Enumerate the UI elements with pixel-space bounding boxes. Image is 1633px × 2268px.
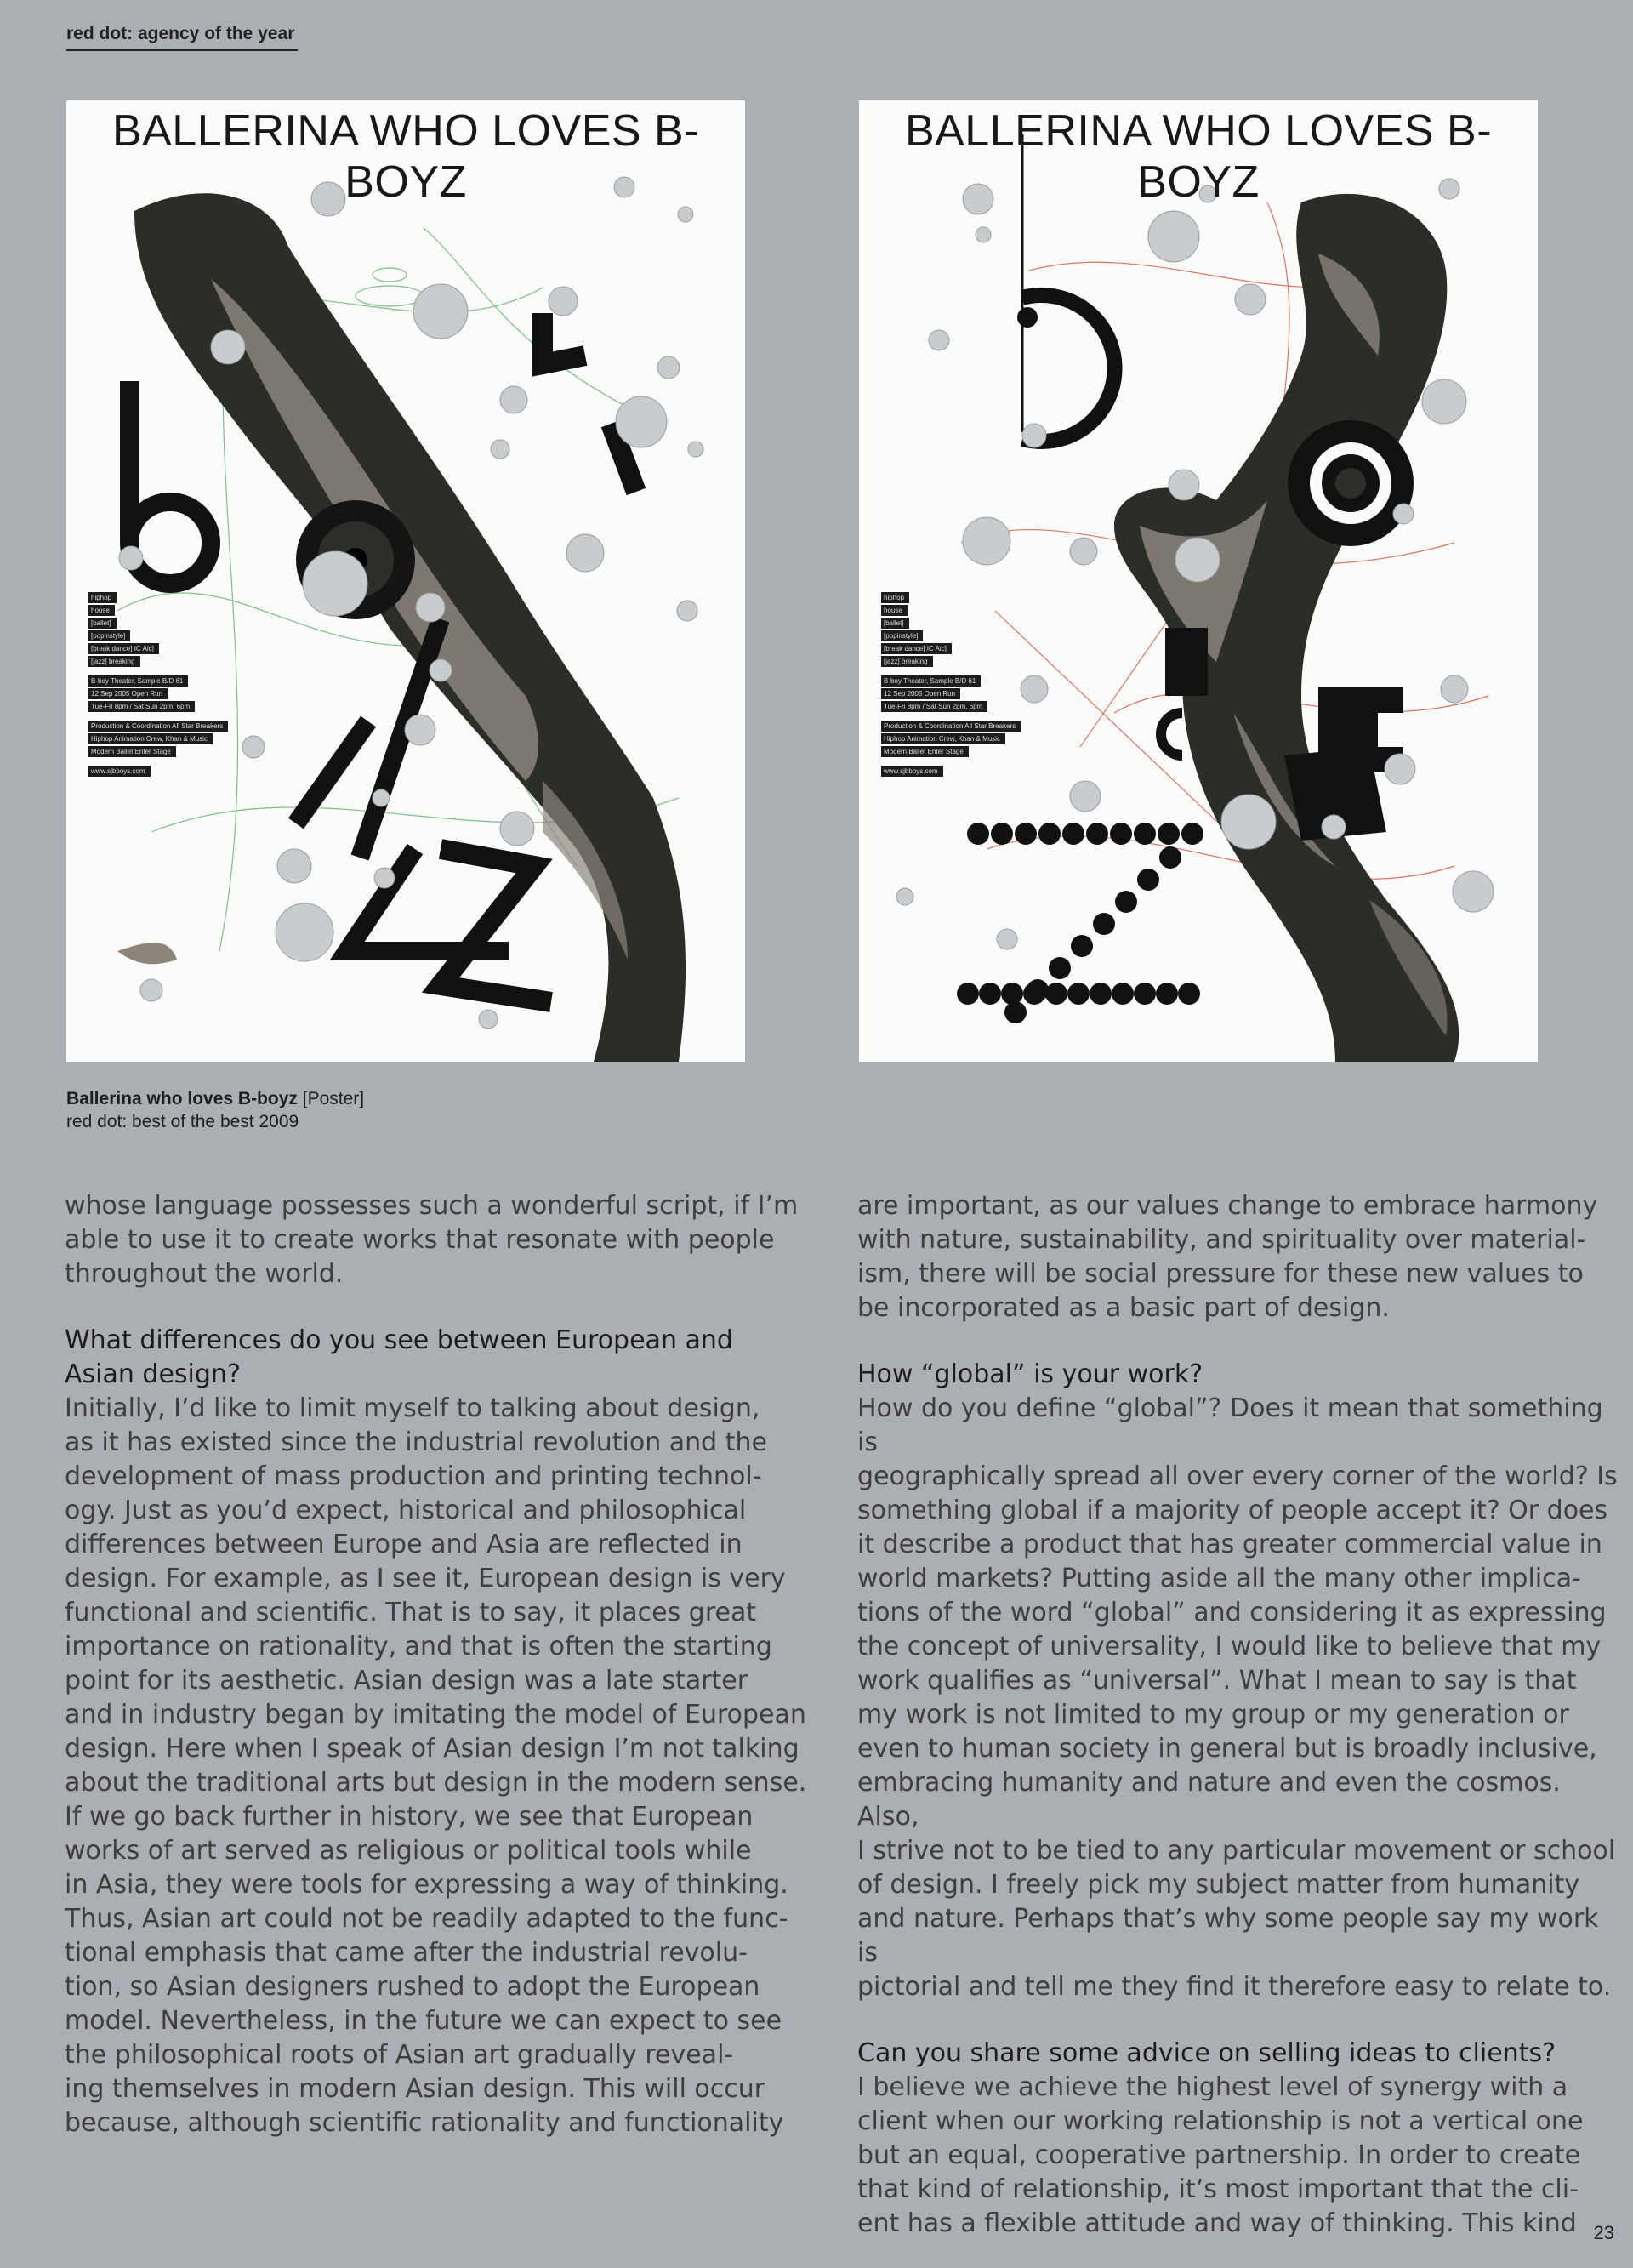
info-line: Hiphop Animation Crew, Khan & Music <box>88 733 213 744</box>
poster-title: BALLERINA WHO LOVES B-BOYZ <box>111 106 700 207</box>
text-line: development of mass production and printing technol- <box>65 1462 762 1491</box>
info-line: [jazz] breaking <box>881 656 933 667</box>
text-line: world markets? Putting aside all the many other implica- <box>857 1564 1581 1593</box>
text-line: my work is not limited to my group or my generation or <box>857 1700 1569 1729</box>
page-number: 23 <box>1593 2222 1614 2243</box>
text-line: importance on rationality, and that is often the starting <box>65 1632 772 1661</box>
text-line: tions of the word “global” and considering it as expressing <box>857 1598 1607 1627</box>
paragraph-gap <box>857 1325 1623 1358</box>
text-line: I believe we achieve the highest level of synergy with a <box>857 2072 1568 2102</box>
paragraph-gap <box>65 1291 830 1324</box>
body-paragraph <box>65 1392 830 2140</box>
info-line: [popinstyle] <box>88 630 130 641</box>
info-line: B-boy Theater, Sample B/D 61 <box>88 675 188 687</box>
text-line: works of art served as religious or political tools while <box>65 1836 752 1866</box>
text-line: of design. I freely pick my subject matter from humanity <box>857 1870 1580 1900</box>
text-line: Thus, Asian art could not be readily adapted to the func- <box>65 1904 788 1934</box>
text-line: with nature, sustainability, and spirituality over material- <box>857 1225 1586 1255</box>
info-line: [break dance] IC Aic] <box>881 643 952 654</box>
info-line: Tue-Fri 8pm / Sat Sun 2pm, 6pm <box>881 701 987 712</box>
text-line: even to human society in general but is broadly inclusive, <box>857 1734 1597 1764</box>
paragraph-gap <box>857 2004 1623 2037</box>
text-line: as it has existed since the industrial revolution and the <box>65 1427 767 1457</box>
poster-event-info <box>881 592 1021 785</box>
text-line: but an equal, cooperative partnership. In order to create <box>857 2140 1581 2170</box>
info-line: [jazz] breaking <box>88 656 140 667</box>
text-line: pictorial and tell me they find it therefore easy to relate to. <box>857 1972 1612 2002</box>
info-website: www.sjbboys.com <box>88 766 151 777</box>
poster-right <box>859 100 1538 1062</box>
body-paragraph <box>857 1189 1623 1325</box>
text-line: and nature. Perhaps that’s why some people say my work is <box>857 1904 1599 1968</box>
text-line: the philosophical roots of Asian art gradually reveal- <box>65 2040 734 2070</box>
text-line: in Asia, they were tools for expressing a way of thinking. <box>65 1870 788 1900</box>
info-line: Production & Coordination All Star Breakers <box>881 721 1021 732</box>
text-line: that kind of relationship, it’s most important that the cli- <box>857 2174 1579 2204</box>
poster-left <box>66 100 745 1062</box>
text-line: Initially, I’d like to limit myself to talking about design, <box>65 1393 760 1423</box>
info-line: [break dance] IC Aic] <box>88 643 159 654</box>
info-line: [ballet] <box>881 618 909 629</box>
figure-caption <box>66 1087 364 1133</box>
body-paragraph <box>857 1392 1623 2004</box>
text-line: ing themselves in modern Asian design. This will occur <box>65 2074 765 2104</box>
text-line: because, although scientific rationality and functionality <box>65 2108 784 2138</box>
text-line: design. For example, as I see it, European design is very <box>65 1564 786 1593</box>
question-heading <box>857 1358 1623 1392</box>
info-line: hiphop <box>881 592 909 603</box>
text-line: ent has a flexible attitude and way of thinking. This kind <box>857 2208 1577 2238</box>
info-line: house <box>881 605 908 616</box>
caption-type: [Poster] <box>302 1089 365 1108</box>
caption-title: Ballerina who loves B-boyz <box>66 1089 298 1108</box>
text-line: tional emphasis that came after the industrial revolu- <box>65 1938 748 1968</box>
info-line: Tue-Fri 8pm / Sat Sun 2pm, 6pm <box>88 701 195 712</box>
text-line: able to use it to create works that resonate with people <box>65 1225 775 1255</box>
info-website: www.sjbboys.com <box>881 766 943 777</box>
question-heading <box>857 2037 1623 2071</box>
text-line: What differences do you see between European and <box>65 1325 733 1355</box>
info-line: Modern Ballet Enter Stage <box>88 746 176 757</box>
info-line: hiphop <box>88 592 117 603</box>
info-line: [popinstyle] <box>881 630 923 641</box>
info-line: [ballet] <box>88 618 117 629</box>
text-line: model. Nevertheless, in the future we can expect to see <box>65 2006 782 2036</box>
poster-artwork-left <box>66 100 745 1062</box>
text-line: If we go back further in history, we see that European <box>65 1802 754 1832</box>
info-line: Hiphop Animation Crew, Khan & Music <box>881 733 1005 744</box>
info-line: 12 Sep 2005 Open Run <box>88 688 168 699</box>
text-line: functional and scientific. That is to say, it places great <box>65 1598 757 1627</box>
info-line: Modern Ballet Enter Stage <box>881 746 969 757</box>
text-line: throughout the world. <box>65 1259 344 1289</box>
text-line: How “global” is your work? <box>857 1359 1203 1389</box>
text-line: ogy. Just as you’d expect, historical and philosophical <box>65 1496 747 1525</box>
body-paragraph <box>65 1189 830 1291</box>
info-line: B-boy Theater, Sample B/D 61 <box>881 675 981 687</box>
article-column-left <box>65 1189 830 2140</box>
article-column-right <box>857 1189 1623 2241</box>
header-underline <box>66 49 298 51</box>
text-line: be incorporated as a basic part of design. <box>857 1293 1390 1323</box>
poster-event-info <box>88 592 228 785</box>
text-line: are important, as our values change to embrace harmony <box>857 1191 1598 1221</box>
info-line: 12 Sep 2005 Open Run <box>881 688 960 699</box>
text-line: about the traditional arts but design in the modern sense. <box>65 1768 807 1798</box>
text-line: design. Here when I speak of Asian design I’m not talking <box>65 1734 799 1764</box>
text-line: differences between Europe and Asia are reflected in <box>65 1530 743 1559</box>
text-line: whose language possesses such a wonderful script, if I’m <box>65 1191 799 1221</box>
question-heading <box>65 1324 830 1392</box>
text-line: ism, there will be social pressure for these new values to <box>857 1259 1584 1289</box>
text-line: Can you share some advice on selling ideas to clients? <box>857 2038 1556 2068</box>
text-line: I strive not to be tied to any particular movement or school <box>857 1836 1616 1866</box>
section-header: red dot: agency of the year <box>66 24 295 43</box>
text-line: embracing humanity and nature and even the cosmos. Also, <box>857 1768 1561 1832</box>
info-line: house <box>88 605 115 616</box>
caption-award: red dot: best of the best 2009 <box>66 1112 299 1131</box>
text-line: work qualifies as “universal”. What I mean to say is that <box>857 1666 1577 1695</box>
text-line: Asian design? <box>65 1359 241 1389</box>
poster-title: BALLERINA WHO LOVES B-BOYZ <box>904 106 1493 207</box>
text-line: point for its aesthetic. Asian design was a late starter <box>65 1666 748 1695</box>
body-paragraph <box>857 2071 1623 2241</box>
info-line: Production & Coordination All Star Breakers <box>88 721 228 732</box>
poster-artwork-right <box>859 100 1538 1062</box>
text-line: tion, so Asian designers rushed to adopt the European <box>65 1972 760 2002</box>
text-line: the concept of universality, I would like to believe that my <box>857 1632 1602 1661</box>
text-line: geographically spread all over every corner of the world? Is <box>857 1462 1618 1491</box>
text-line: something global if a majority of people accept it? Or does <box>857 1496 1608 1525</box>
text-line: How do you define “global”? Does it mean that something is <box>857 1393 1603 1457</box>
text-line: and in industry began by imitating the model of European <box>65 1700 806 1729</box>
text-line: it describe a product that has greater commercial value in <box>857 1530 1602 1559</box>
text-line: client when our working relationship is not a vertical one <box>857 2106 1584 2136</box>
